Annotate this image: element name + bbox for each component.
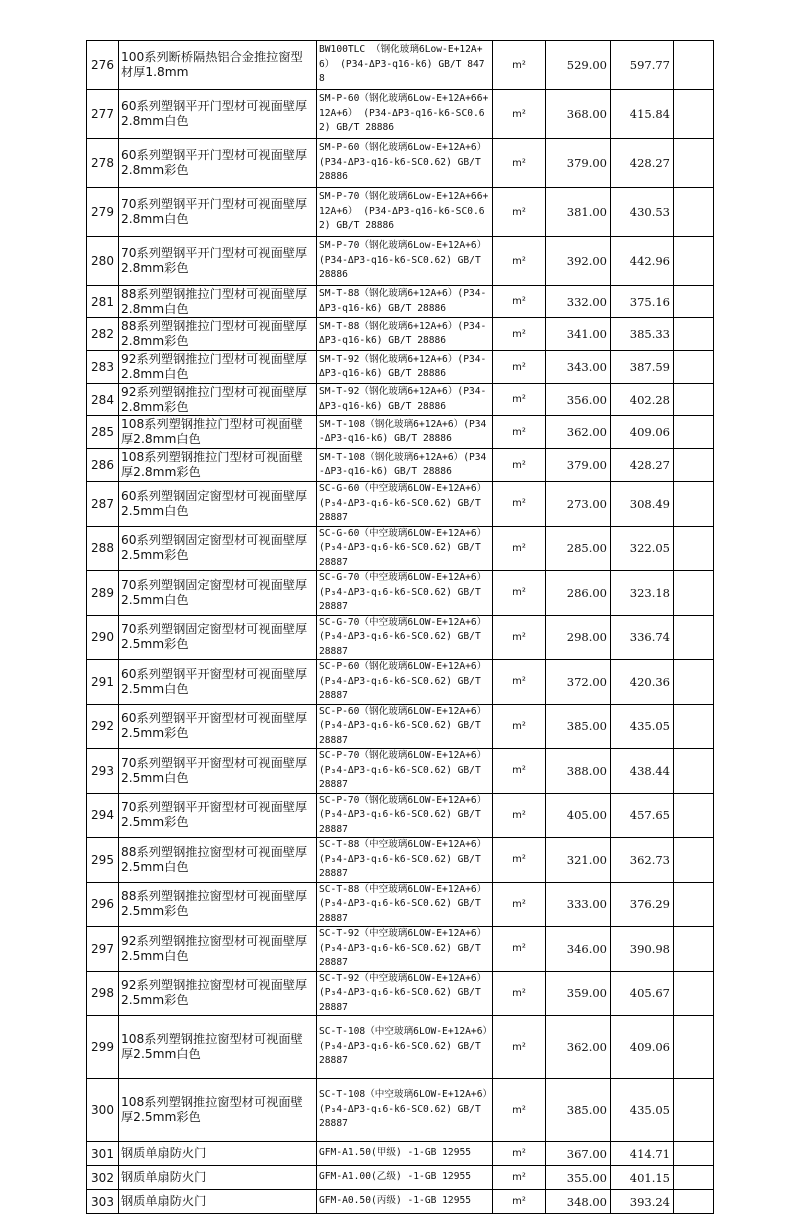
- item-spec: SM-T-92（钢化玻璃6+12A+6）(P34-ΔP3-q16-k6) GB/T 28886: [317, 384, 493, 416]
- item-price-1: 392.00: [546, 237, 611, 286]
- item-extra: [674, 318, 714, 351]
- row-number: 298: [87, 971, 119, 1016]
- item-price-2: 428.27: [611, 139, 674, 188]
- item-name: 70系列塑钢固定窗型材可视面壁厚2.5mm彩色: [119, 615, 317, 660]
- item-spec: SC-G-60（中空玻璃6LOW-E+12A+6）(P₃4-ΔP3-q₁6-k6-SC0.62) GB/T 28887: [317, 482, 493, 527]
- item-unit: m²: [493, 351, 546, 384]
- row-number: 297: [87, 927, 119, 972]
- item-extra: [674, 971, 714, 1016]
- item-price-2: 308.49: [611, 482, 674, 527]
- item-extra: [674, 384, 714, 416]
- item-name: 100系列断桥隔热铝合金推拉窗型材厚1.8mm: [119, 41, 317, 90]
- item-name: 钢质单扇防火门: [119, 1166, 317, 1190]
- item-price-1: 333.00: [546, 882, 611, 927]
- item-name: 108系列塑钢推拉窗型材可视面壁厚2.5mm彩色: [119, 1079, 317, 1142]
- item-unit: m²: [493, 1142, 546, 1166]
- table-row: [87, 351, 714, 384]
- table-row: [87, 384, 714, 416]
- table-row: [87, 882, 714, 927]
- item-unit: m²: [493, 188, 546, 237]
- item-price-1: 286.00: [546, 571, 611, 616]
- row-number: 299: [87, 1016, 119, 1079]
- item-spec: SC-T-92（中空玻璃6LOW-E+12A+6）(P₃4-ΔP3-q₁6-k6-SC0.62) GB/T 28887: [317, 971, 493, 1016]
- item-price-2: 457.65: [611, 793, 674, 838]
- item-price-2: 402.28: [611, 384, 674, 416]
- item-name: 92系列塑钢推拉窗型材可视面壁厚2.5mm白色: [119, 927, 317, 972]
- item-name: 88系列塑钢推拉窗型材可视面壁厚2.5mm白色: [119, 838, 317, 883]
- item-price-1: 368.00: [546, 90, 611, 139]
- item-name: 60系列塑钢平开门型材可视面壁厚2.8mm彩色: [119, 139, 317, 188]
- row-number: 288: [87, 526, 119, 571]
- item-extra: [674, 1079, 714, 1142]
- item-name: 108系列塑钢推拉窗型材可视面壁厚2.5mm白色: [119, 1016, 317, 1079]
- item-extra: [674, 749, 714, 794]
- row-number: 301: [87, 1142, 119, 1166]
- item-extra: [674, 615, 714, 660]
- item-extra: [674, 90, 714, 139]
- item-extra: [674, 449, 714, 482]
- item-spec: SM-P-60（钢化玻璃6Low-E+12A+6）(P34-ΔP3-q16-k6-SC0.62) GB/T 28886: [317, 139, 493, 188]
- item-name: 108系列塑钢推拉门型材可视面壁厚2.8mm彩色: [119, 449, 317, 482]
- item-price-2: 597.77: [611, 41, 674, 90]
- item-unit: m²: [493, 41, 546, 90]
- item-spec: SC-G-70（中空玻璃6LOW-E+12A+6）(P₃4-ΔP3-q₁6-k6-SC0.62) GB/T 28887: [317, 571, 493, 616]
- item-name: 60系列塑钢固定窗型材可视面壁厚2.5mm彩色: [119, 526, 317, 571]
- item-unit: m²: [493, 882, 546, 927]
- item-name: 92系列塑钢推拉门型材可视面壁厚2.8mm白色: [119, 351, 317, 384]
- item-price-2: 387.59: [611, 351, 674, 384]
- item-unit: m²: [493, 971, 546, 1016]
- table-row: [87, 1166, 714, 1190]
- table-row: [87, 482, 714, 527]
- item-unit: m²: [493, 384, 546, 416]
- item-spec: SM-P-70（钢化玻璃6Low-E+12A+6）(P34-ΔP3-q16-k6-SC0.62) GB/T 28886: [317, 237, 493, 286]
- item-extra: [674, 1190, 714, 1214]
- item-unit: m²: [493, 318, 546, 351]
- table-body: [87, 41, 714, 1214]
- item-name: 60系列塑钢平开门型材可视面壁厚2.8mm白色: [119, 90, 317, 139]
- item-name: 88系列塑钢推拉门型材可视面壁厚2.8mm彩色: [119, 318, 317, 351]
- item-spec: SM-T-88（钢化玻璃6+12A+6）(P34-ΔP3-q16-k6) GB/T 28886: [317, 318, 493, 351]
- item-price-1: 273.00: [546, 482, 611, 527]
- table-row: [87, 1142, 714, 1166]
- row-number: 278: [87, 139, 119, 188]
- item-price-1: 355.00: [546, 1166, 611, 1190]
- row-number: 282: [87, 318, 119, 351]
- row-number: 289: [87, 571, 119, 616]
- item-extra: [674, 139, 714, 188]
- table-row: [87, 615, 714, 660]
- item-extra: [674, 927, 714, 972]
- row-number: 303: [87, 1190, 119, 1214]
- item-extra: [674, 237, 714, 286]
- item-name: 108系列塑钢推拉门型材可视面壁厚2.8mm白色: [119, 416, 317, 449]
- item-price-2: 414.71: [611, 1142, 674, 1166]
- item-spec: SM-P-60（钢化玻璃6Low-E+12A+66+12A+6） (P34-ΔP3-q16-k6-SC0.62) GB/T 28886: [317, 90, 493, 139]
- item-price-1: 405.00: [546, 793, 611, 838]
- table-row: [87, 927, 714, 972]
- item-price-2: 435.05: [611, 1079, 674, 1142]
- row-number: 276: [87, 41, 119, 90]
- item-extra: [674, 793, 714, 838]
- item-spec: SM-T-92（钢化玻璃6+12A+6）(P34-ΔP3-q16-k6) GB/T 28886: [317, 351, 493, 384]
- table-row: [87, 139, 714, 188]
- table-row: [87, 188, 714, 237]
- item-unit: m²: [493, 660, 546, 705]
- table-row: [87, 704, 714, 749]
- item-unit: m²: [493, 749, 546, 794]
- table-row: [87, 571, 714, 616]
- item-price-1: 367.00: [546, 1142, 611, 1166]
- table-row: [87, 1016, 714, 1079]
- item-unit: m²: [493, 237, 546, 286]
- item-unit: m²: [493, 1016, 546, 1079]
- table-row: [87, 449, 714, 482]
- item-unit: m²: [493, 1190, 546, 1214]
- row-number: 300: [87, 1079, 119, 1142]
- item-price-1: 379.00: [546, 139, 611, 188]
- item-extra: [674, 482, 714, 527]
- row-number: 302: [87, 1166, 119, 1190]
- item-extra: [674, 41, 714, 90]
- row-number: 295: [87, 838, 119, 883]
- row-number: 281: [87, 286, 119, 318]
- row-number: 286: [87, 449, 119, 482]
- item-spec: GFM-A1.50(甲级) -1-GB 12955: [317, 1142, 493, 1166]
- item-price-1: 321.00: [546, 838, 611, 883]
- item-price-2: 405.67: [611, 971, 674, 1016]
- table-row: [87, 1190, 714, 1214]
- item-unit: m²: [493, 704, 546, 749]
- item-extra: [674, 704, 714, 749]
- table-row: [87, 318, 714, 351]
- item-extra: [674, 838, 714, 883]
- item-spec: SM-P-70（钢化玻璃6Low-E+12A+66+12A+6） (P34-ΔP3-q16-k6-SC0.62) GB/T 28886: [317, 188, 493, 237]
- item-name: 70系列塑钢平开窗型材可视面壁厚2.5mm白色: [119, 749, 317, 794]
- row-number: 285: [87, 416, 119, 449]
- item-price-2: 336.74: [611, 615, 674, 660]
- item-price-1: 362.00: [546, 416, 611, 449]
- item-spec: SC-G-60（中空玻璃6LOW-E+12A+6）(P₃4-ΔP3-q₁6-k6-SC0.62) GB/T 28887: [317, 526, 493, 571]
- item-price-1: 385.00: [546, 704, 611, 749]
- row-number: 279: [87, 188, 119, 237]
- item-price-2: 442.96: [611, 237, 674, 286]
- item-price-2: 420.36: [611, 660, 674, 705]
- item-price-1: 362.00: [546, 1016, 611, 1079]
- item-name: 92系列塑钢推拉门型材可视面壁厚2.8mm彩色: [119, 384, 317, 416]
- price-table: [86, 40, 714, 1214]
- item-spec: GFM-A1.00(乙级) -1-GB 12955: [317, 1166, 493, 1190]
- row-number: 296: [87, 882, 119, 927]
- table-row: [87, 41, 714, 90]
- item-unit: m²: [493, 416, 546, 449]
- item-extra: [674, 1166, 714, 1190]
- item-price-2: 393.24: [611, 1190, 674, 1214]
- item-name: 60系列塑钢平开窗型材可视面壁厚2.5mm白色: [119, 660, 317, 705]
- item-unit: m²: [493, 615, 546, 660]
- table-row: [87, 838, 714, 883]
- item-name: 60系列塑钢固定窗型材可视面壁厚2.5mm白色: [119, 482, 317, 527]
- item-name: 88系列塑钢推拉窗型材可视面壁厚2.5mm彩色: [119, 882, 317, 927]
- price-table-page: [86, 40, 713, 1214]
- item-extra: [674, 882, 714, 927]
- item-unit: m²: [493, 139, 546, 188]
- table-row: [87, 416, 714, 449]
- item-name: 70系列塑钢平开门型材可视面壁厚2.8mm彩色: [119, 237, 317, 286]
- table-row: [87, 749, 714, 794]
- item-unit: m²: [493, 927, 546, 972]
- item-extra: [674, 526, 714, 571]
- item-unit: m²: [493, 526, 546, 571]
- row-number: 277: [87, 90, 119, 139]
- row-number: 283: [87, 351, 119, 384]
- item-unit: m²: [493, 286, 546, 318]
- item-name: 88系列塑钢推拉门型材可视面壁厚2.8mm白色: [119, 286, 317, 318]
- item-spec: GFM-A0.50(丙级) -1-GB 12955: [317, 1190, 493, 1214]
- row-number: 280: [87, 237, 119, 286]
- item-price-2: 390.98: [611, 927, 674, 972]
- item-price-1: 346.00: [546, 927, 611, 972]
- item-price-2: 362.73: [611, 838, 674, 883]
- item-unit: m²: [493, 449, 546, 482]
- table-row: [87, 237, 714, 286]
- table-row: [87, 660, 714, 705]
- item-price-2: 323.18: [611, 571, 674, 616]
- item-name: 70系列塑钢平开窗型材可视面壁厚2.5mm彩色: [119, 793, 317, 838]
- item-name: 钢质单扇防火门: [119, 1190, 317, 1214]
- item-spec: SM-T-108（钢化玻璃6+12A+6）(P34-ΔP3-q16-k6) GB/T 28886: [317, 449, 493, 482]
- item-price-1: 372.00: [546, 660, 611, 705]
- table-row: [87, 90, 714, 139]
- item-price-1: 332.00: [546, 286, 611, 318]
- item-name: 钢质单扇防火门: [119, 1142, 317, 1166]
- item-unit: m²: [493, 1079, 546, 1142]
- table-row: [87, 793, 714, 838]
- item-extra: [674, 1142, 714, 1166]
- item-price-2: 438.44: [611, 749, 674, 794]
- item-price-1: 343.00: [546, 351, 611, 384]
- item-extra: [674, 660, 714, 705]
- item-price-1: 356.00: [546, 384, 611, 416]
- item-name: 92系列塑钢推拉窗型材可视面壁厚2.5mm彩色: [119, 971, 317, 1016]
- item-spec: SC-G-70（中空玻璃6LOW-E+12A+6）(P₃4-ΔP3-q₁6-k6-SC0.62) GB/T 28887: [317, 615, 493, 660]
- item-price-2: 430.53: [611, 188, 674, 237]
- item-name: 70系列塑钢平开门型材可视面壁厚2.8mm白色: [119, 188, 317, 237]
- row-number: 291: [87, 660, 119, 705]
- item-price-2: 401.15: [611, 1166, 674, 1190]
- item-price-2: 322.05: [611, 526, 674, 571]
- item-name: 60系列塑钢平开窗型材可视面壁厚2.5mm彩色: [119, 704, 317, 749]
- item-price-1: 285.00: [546, 526, 611, 571]
- item-extra: [674, 571, 714, 616]
- row-number: 290: [87, 615, 119, 660]
- item-extra: [674, 286, 714, 318]
- table-row: [87, 286, 714, 318]
- item-price-2: 376.29: [611, 882, 674, 927]
- item-price-1: 379.00: [546, 449, 611, 482]
- item-price-2: 385.33: [611, 318, 674, 351]
- item-spec: SM-T-88（钢化玻璃6+12A+6）(P34-ΔP3-q16-k6) GB/T 28886: [317, 286, 493, 318]
- item-spec: SC-P-60（钢化玻璃6LOW-E+12A+6） (P₃4-ΔP3-q₁6-k6-SC0.62) GB/T 28887: [317, 660, 493, 705]
- item-price-2: 435.05: [611, 704, 674, 749]
- item-name: 70系列塑钢固定窗型材可视面壁厚2.5mm白色: [119, 571, 317, 616]
- item-extra: [674, 351, 714, 384]
- item-spec: SC-T-92（中空玻璃6LOW-E+12A+6）(P₃4-ΔP3-q₁6-k6-SC0.62) GB/T 28887: [317, 927, 493, 972]
- item-price-1: 359.00: [546, 971, 611, 1016]
- item-price-2: 409.06: [611, 1016, 674, 1079]
- item-spec: SC-P-70（钢化玻璃6LOW-E+12A+6） (P₃4-ΔP3-q₁6-k6-SC0.62) GB/T 28887: [317, 793, 493, 838]
- item-spec: SC-T-88（中空玻璃6LOW-E+12A+6）(P₃4-ΔP3-q₁6-k6-SC0.62) GB/T 28887: [317, 838, 493, 883]
- table-row: [87, 971, 714, 1016]
- item-price-1: 298.00: [546, 615, 611, 660]
- item-price-1: 381.00: [546, 188, 611, 237]
- item-spec: SC-T-108（中空玻璃6LOW-E+12A+6）(P₃4-ΔP3-q₁6-k6-SC0.62) GB/T 28887: [317, 1016, 493, 1079]
- item-unit: m²: [493, 482, 546, 527]
- item-spec: SC-P-70（钢化玻璃6LOW-E+12A+6） (P₃4-ΔP3-q₁6-k6-SC0.62) GB/T 28887: [317, 749, 493, 794]
- item-price-1: 348.00: [546, 1190, 611, 1214]
- item-price-2: 415.84: [611, 90, 674, 139]
- item-price-1: 388.00: [546, 749, 611, 794]
- item-spec: SC-P-60（钢化玻璃6LOW-E+12A+6） (P₃4-ΔP3-q₁6-k6-SC0.62) GB/T 28887: [317, 704, 493, 749]
- item-unit: m²: [493, 838, 546, 883]
- item-spec: BW100TLC （钢化玻璃6Low-E+12A+6） (P34-ΔP3-q16-k6) GB/T 8478: [317, 41, 493, 90]
- item-spec: SC-T-108（中空玻璃6LOW-E+12A+6）(P₃4-ΔP3-q₁6-k6-SC0.62) GB/T 28887: [317, 1079, 493, 1142]
- item-unit: m²: [493, 793, 546, 838]
- item-price-1: 341.00: [546, 318, 611, 351]
- row-number: 284: [87, 384, 119, 416]
- item-unit: m²: [493, 571, 546, 616]
- row-number: 287: [87, 482, 119, 527]
- row-number: 294: [87, 793, 119, 838]
- item-unit: m²: [493, 90, 546, 139]
- row-number: 293: [87, 749, 119, 794]
- item-price-1: 529.00: [546, 41, 611, 90]
- item-extra: [674, 416, 714, 449]
- item-unit: m²: [493, 1166, 546, 1190]
- item-price-2: 409.06: [611, 416, 674, 449]
- table-row: [87, 526, 714, 571]
- item-extra: [674, 1016, 714, 1079]
- row-number: 292: [87, 704, 119, 749]
- item-spec: SM-T-108（钢化玻璃6+12A+6）(P34-ΔP3-q16-k6) GB/T 28886: [317, 416, 493, 449]
- item-price-1: 385.00: [546, 1079, 611, 1142]
- item-extra: [674, 188, 714, 237]
- item-price-2: 375.16: [611, 286, 674, 318]
- item-price-2: 428.27: [611, 449, 674, 482]
- table-row: [87, 1079, 714, 1142]
- item-spec: SC-T-88（中空玻璃6LOW-E+12A+6）(P₃4-ΔP3-q₁6-k6-SC0.62) GB/T 28887: [317, 882, 493, 927]
